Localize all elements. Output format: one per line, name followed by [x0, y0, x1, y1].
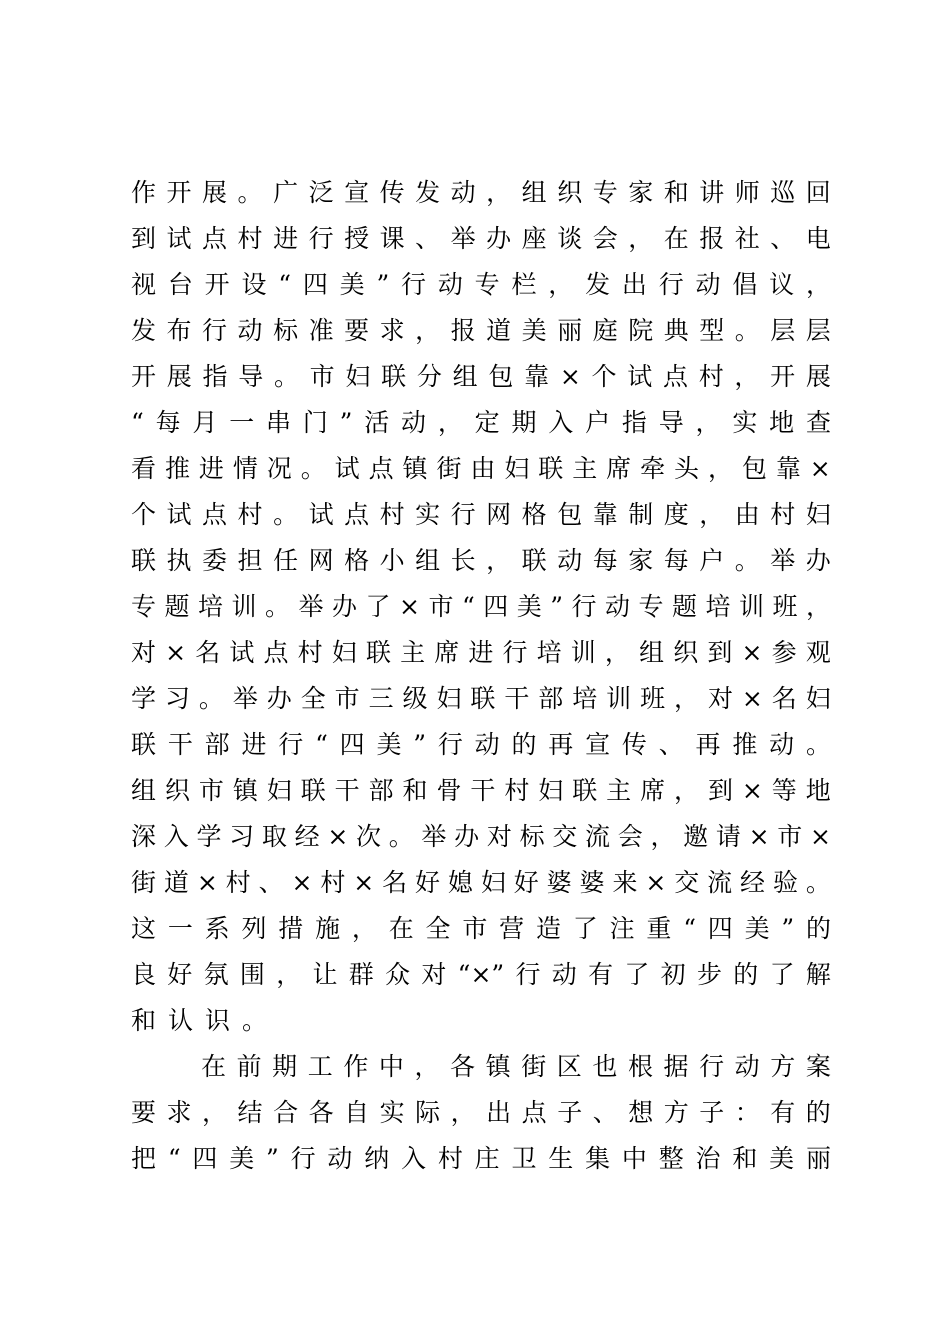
text-line: 把“四美”行动纳入村庄卫生集中整治和美丽 — [131, 1144, 831, 1173]
text-line: 联干部进行“四美”行动的再宣传、再推动。 — [131, 730, 831, 759]
text-line: 个试点村。试点村实行网格包靠制度，由村妇 — [131, 500, 831, 529]
text-line: 对×名试点村妇联主席进行培训，组织到×参观 — [131, 638, 831, 667]
text-line: 专题培训。举办了×市“四美”行动专题培训班， — [131, 592, 831, 621]
text-line: 要求，结合各自实际，出点子、想方子：有的 — [131, 1098, 831, 1127]
text-line: 发布行动标准要求，报道美丽庭院典型。层层 — [131, 316, 831, 345]
text-line: 街道×村、×村×名好媳妇好婆婆来×交流经验。 — [131, 868, 831, 897]
text-line: 看推进情况。试点镇街由妇联主席牵头，包靠× — [131, 454, 831, 483]
text-line: 到试点村进行授课、举办座谈会，在报社、电 — [131, 224, 831, 253]
text-line: 作开展。广泛宣传发动，组织专家和讲师巡回 — [131, 178, 831, 207]
text-line: 学习。举办全市三级妇联干部培训班，对×名妇 — [131, 684, 831, 713]
body-text — [131, 170, 831, 1182]
text-line: 良好氛围，让群众对“×”行动有了初步的了解 — [131, 960, 831, 989]
paragraph-first-line: 在前期工作中，各镇街区也根据行动方案 — [201, 1052, 831, 1081]
text-line: 开展指导。市妇联分组包靠×个试点村，开展 — [131, 362, 831, 391]
text-line: 视台开设“四美”行动专栏，发出行动倡议， — [131, 270, 831, 299]
text-line: 深入学习取经×次。举办对标交流会，邀请×市× — [131, 822, 831, 851]
text-line: 组织市镇妇联干部和骨干村妇联主席，到×等地 — [131, 776, 831, 805]
text-line: 这一系列措施，在全市营造了注重“四美”的 — [131, 914, 831, 943]
paragraph-end-line: 和认识。 — [131, 1006, 280, 1035]
text-line: 联执委担任网格小组长，联动每家每户。举办 — [131, 546, 831, 575]
text-line: “每月一串门”活动，定期入户指导，实地查 — [131, 408, 831, 437]
